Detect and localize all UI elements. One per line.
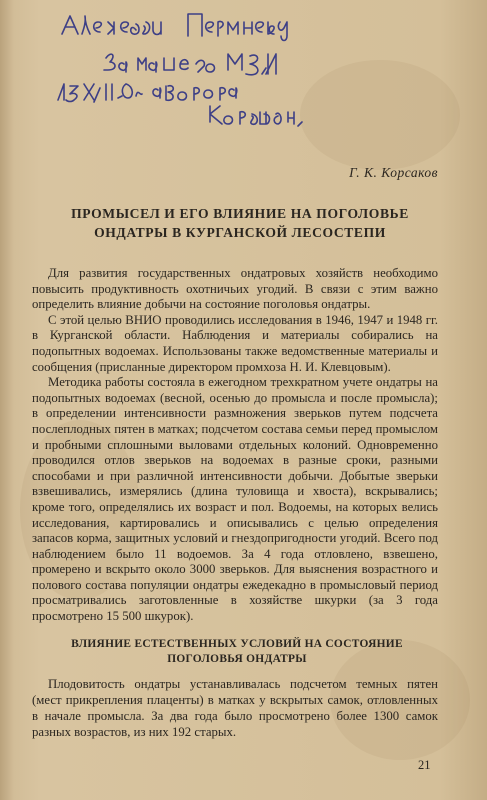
paragraph: С этой целью ВНИО проводились исследования в 1946, 1947 и 1948 гг. в Курганской области. Наблюдения и материалы собирались на подопытных водоемах. Использованы также ведомственные материалы и сообщения (присланные директором промхоза Н. И. Клевцовым). xyxy=(32,312,438,374)
article-title xyxy=(40,204,440,242)
title-line-1: ПРОМЫСЕЛ И ЕГО ВЛИЯНИЕ НА ПОГОЛОВЬЕ xyxy=(71,206,409,221)
handwritten-inscription xyxy=(48,8,348,128)
handwritten-inscription-drawing xyxy=(48,8,348,128)
title-line-2: ОНДАТРЫ В КУРГАНСКОЙ ЛЕСОСТЕПИ xyxy=(94,225,386,240)
section-body xyxy=(32,676,438,740)
paragraph: Плодовитость ондатры устанавливалась подсчетом темных пятен (мест прикрепления плаценты) в матках у вскрытых самок, отловленных в начале промысла. За два года было просмотрено более 1300 самок разных возрастов, из них 192 старых. xyxy=(32,677,438,739)
section-heading: ВЛИЯНИЕ ЕСТЕСТВЕННЫХ УСЛОВИЙ НА СОСТОЯНИЕ ПОГОЛОВЬЯ ОНДАТРЫ xyxy=(71,638,403,665)
paragraph: Для развития государственных ондатровых хозяйств необходимо повысить продуктивность охотничьих угодий. В связи с этим важно определить влияние добычи на состояние поголовья ондатры. xyxy=(32,266,438,312)
page-number: 21 xyxy=(418,758,431,772)
article-body xyxy=(32,266,438,625)
paragraph: Методика работы состояла в ежегодном трехкратном учете ондатры на подопытных водоемах (весной, осенью до промысла и после промысла); в определении интенсивности размножения зверьков путем подсчета послеплодных пятен в матках; подсчетом состава семьи перед промыслом и пробными сплошными выловами отдельных колоний. Одновременно проводился отлов зверьков на водоемах в разные сроки, разными способами и при различной интенсивности добычи. Добытые зверьки взвешивались, измерялись (длина туловища и хвоста), вскрывались; кроме того, определялись их возраст и пол. Водоемы, на которых велись исследования, картировались и описывались с целью определения запасов корма, защитных условий и гнездопригодности угодий. Всего под наблюдением было 11 водоемов. За 4 года отловлено, взвешено, промерено и вскрыто около 3000 зверьков. Для выяснения возрастного и полового состава популяции ондатры ежедекадно в промысловый период просматривались заготовленные в хозяйстве шкурки (за 3 года просмотрено 15 500 шкурок). xyxy=(32,375,438,624)
author-name: Г. К. Корсаков xyxy=(349,165,438,180)
